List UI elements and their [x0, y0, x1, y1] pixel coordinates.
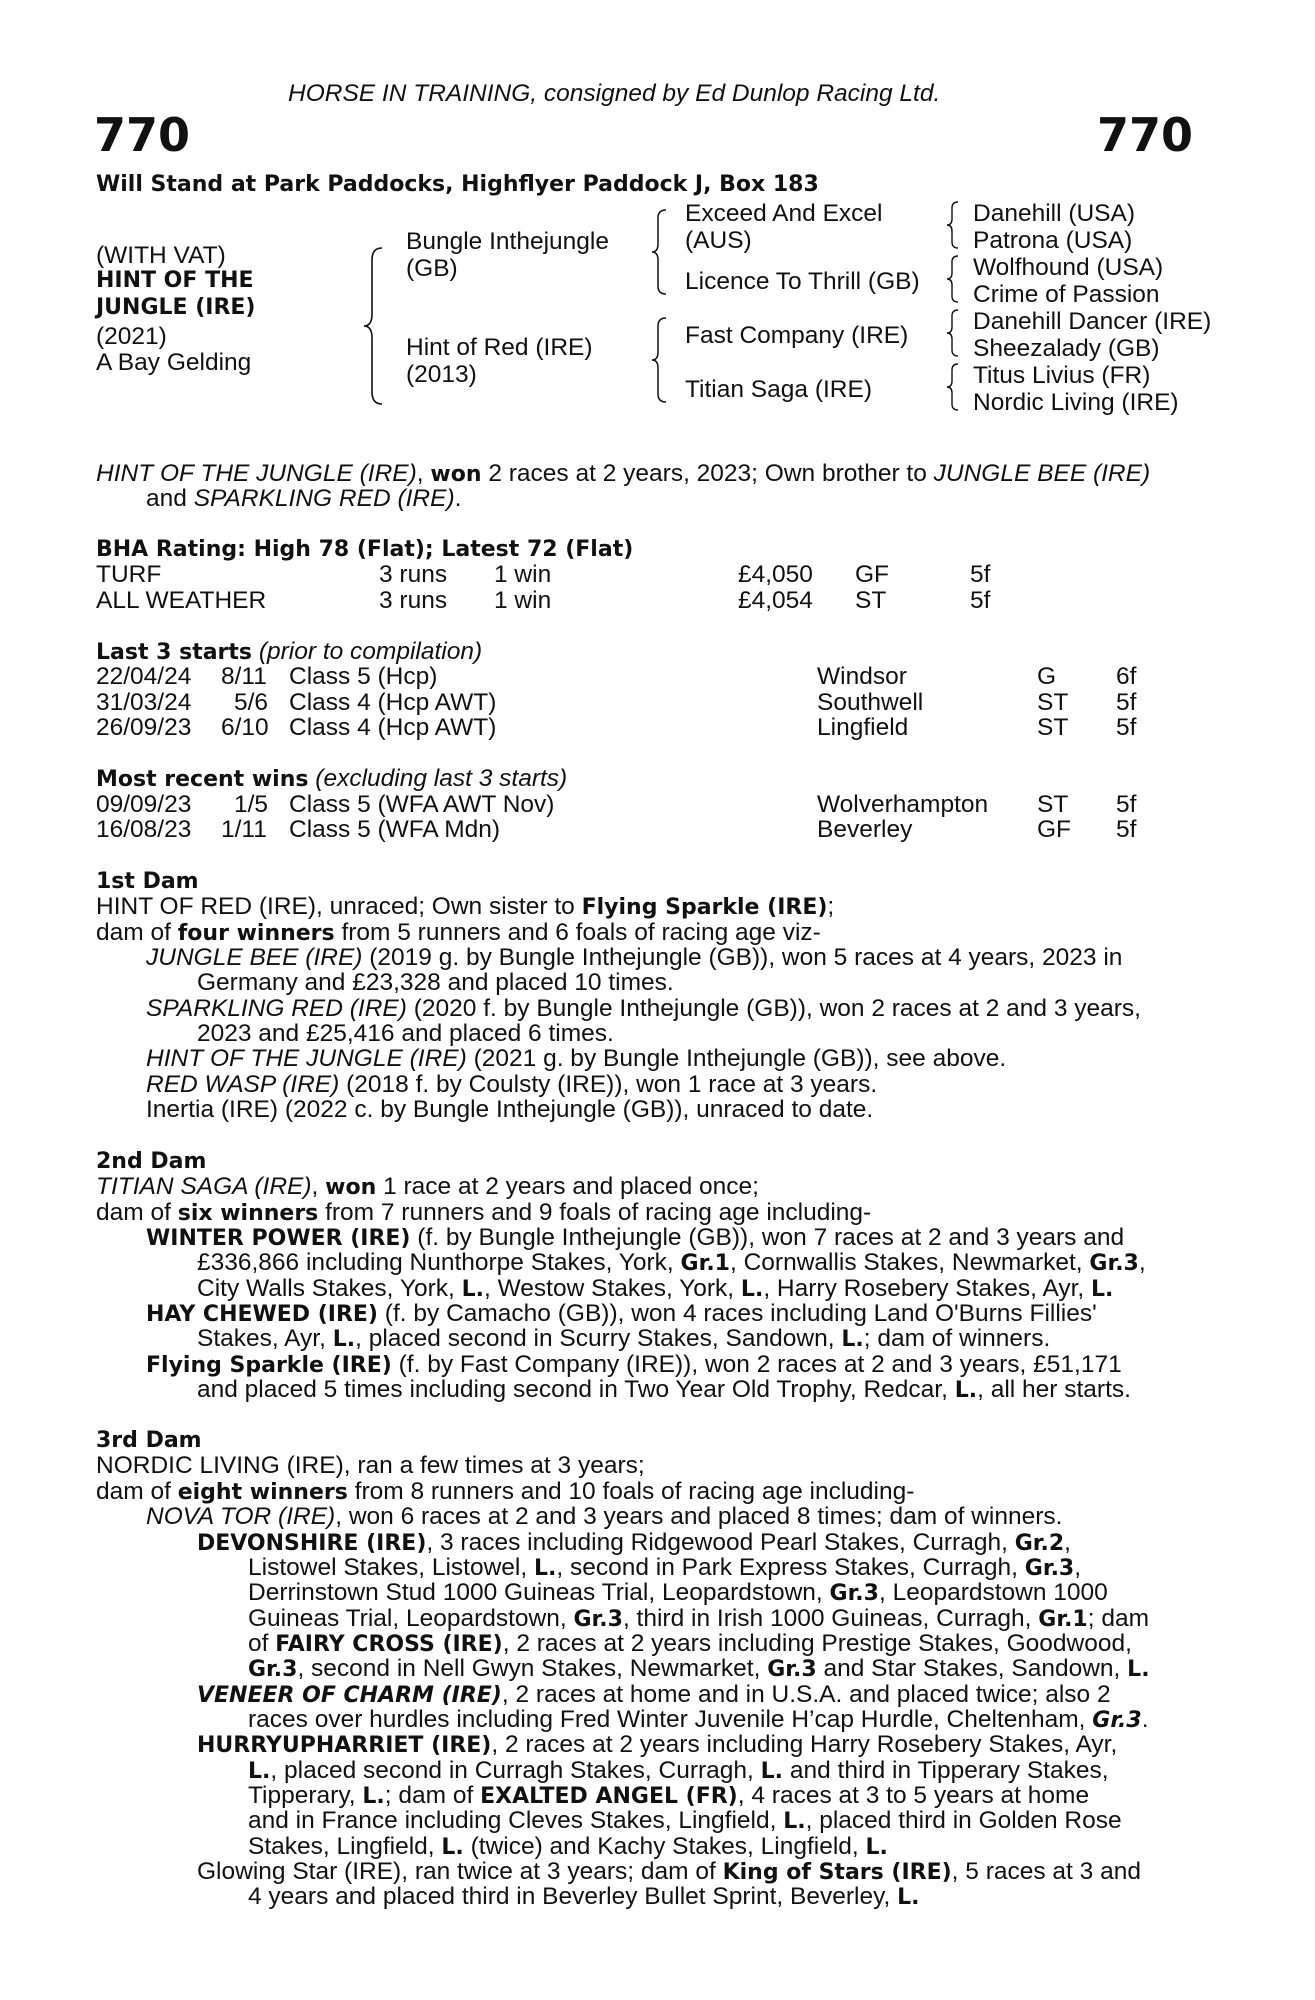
pedigree-sss: Danehill (USA)	[973, 200, 1136, 227]
bha-wins-aw: 1 win	[494, 587, 552, 614]
pedigree-sdd: Crime of Passion	[973, 281, 1160, 308]
last3-dist: 6f	[1116, 663, 1137, 690]
hay-chewed-line2: Stakes, Ayr, L., placed second in Scurry Stakes, Sandown, L.; dam of winners.	[197, 1325, 1051, 1352]
second-dam-line2: dam of six winners from 7 runners and 9 foals of racing age including-	[96, 1199, 872, 1226]
bha-surface-aw: ALL WEATHER	[96, 587, 267, 614]
pedigree-dam-l2: (2013)	[406, 361, 477, 388]
first-dam-heading: 1st Dam	[96, 869, 199, 894]
first-dam-progeny-3: HINT OF THE JUNGLE (IRE) (2021 g. by Bungle Inthejungle (GB)), see above.	[146, 1045, 1007, 1072]
last3-date: 31/03/24	[96, 689, 192, 716]
last3-going: G	[1037, 663, 1057, 690]
pedigree-brace-sd	[944, 254, 962, 304]
pedigree-dam-l1: Hint of Red (IRE)	[406, 334, 593, 361]
third-dam-line1: NORDIC LIVING (IRE), ran a few times at 3 years;	[96, 1452, 645, 1479]
first-dam-progeny-4: RED WASP (IRE) (2018 f. by Coulsty (IRE)), won 1 race at 3 years.	[146, 1071, 878, 1098]
third-dam-line2: dam of eight winners from 8 runners and 10 foals of racing age including-	[96, 1478, 915, 1505]
summary-line1: HINT OF THE JUNGLE (IRE), won 2 races at 2 years, 2023; Own brother to JUNGLE BEE (IRE)	[96, 460, 1151, 487]
summary-horse-name: HINT OF THE JUNGLE (IRE)	[96, 460, 417, 487]
pedigree-sire-l2: (GB)	[406, 255, 458, 282]
pedigree-ss-l2: (AUS)	[685, 227, 752, 254]
devonshire-line3: Derrinstown Stud 1000 Guineas Trial, Leopardstown, Gr.3, Leopardstown 1000	[248, 1579, 1108, 1606]
horse-description: A Bay Gelding	[96, 349, 252, 376]
second-dam-heading: 2nd Dam	[96, 1149, 207, 1174]
bha-prize-turf: £4,050	[738, 561, 813, 588]
bha-runs-aw: 3 runs	[379, 587, 448, 614]
summary-sibling1: JUNGLE BEE (IRE)	[933, 460, 1151, 487]
last3-course: Lingfield	[817, 714, 909, 741]
hurryupharriet-line2: L., placed second in Curragh Stakes, Curragh, L. and third in Tipperary Stakes,	[248, 1757, 1109, 1784]
pedigree-brace-ds	[944, 308, 962, 358]
bha-dist-aw: 5f	[970, 587, 991, 614]
devonshire-line2: Listowel Stakes, Listowel, L., second in Park Express Stakes, Curragh, Gr.3,	[248, 1554, 1082, 1581]
recent-going: ST	[1037, 791, 1069, 818]
hurryupharriet-line3: Tipperary, L.; dam of EXALTED ANGEL (FR), 4 races at 3 to 5 years at home	[248, 1782, 1090, 1809]
pedigree-brace-dam	[648, 316, 670, 404]
recent-wins-heading: Most recent wins (excluding last 3 starts)	[96, 765, 568, 792]
last3-going: ST	[1037, 714, 1069, 741]
pedigree-sire-l1: Bungle Inthejungle	[406, 228, 609, 255]
hurryupharriet-line5: Stakes, Lingfield, L. (twice) and Kachy Stakes, Lingfield, L.	[248, 1833, 888, 1860]
pedigree-brace-dd	[944, 362, 962, 412]
last3-date: 26/09/23	[96, 714, 192, 741]
summary-won: won	[430, 462, 482, 487]
first-dam-progeny-2: SPARKLING RED (IRE) (2020 f. by Bungle Inthejungle (GB)), won 2 races at 2 and 3 years,	[146, 995, 1141, 1022]
last3-dist: 5f	[1116, 714, 1137, 741]
pedigree-dd: Titian Saga (IRE)	[685, 376, 872, 403]
third-dam-heading: 3rd Dam	[96, 1428, 202, 1453]
winter-power-line1: WINTER POWER (IRE) (f. by Bungle Inthejungle (GB)), won 7 races at 2 and 3 years and	[146, 1224, 1125, 1251]
stabling-location: Will Stand at Park Paddocks, Highflyer Paddock J, Box 183	[96, 172, 819, 197]
devonshire-line5: of FAIRY CROSS (IRE), 2 races at 2 years including Prestige Stakes, Goodwood,	[248, 1630, 1132, 1657]
last3-pos: 8/11	[221, 663, 267, 690]
flying-sparkle-line1: Flying Sparkle (IRE) (f. by Fast Company (IRE)), won 2 races at 2 and 3 years, £51,171	[146, 1351, 1122, 1378]
winter-power-line2: £336,866 including Nunthorpe Stakes, York, Gr.1, Cornwallis Stakes, Newmarket, Gr.3,	[197, 1249, 1146, 1276]
horse-name-line2: JUNGLE (IRE)	[96, 295, 256, 320]
glowing-star-line1: Glowing Star (IRE), ran twice at 3 years; dam of King of Stars (IRE), 5 races at 3 and	[197, 1858, 1141, 1885]
last3-course: Windsor	[817, 663, 907, 690]
recent-race: Class 5 (WFA Mdn)	[289, 816, 501, 843]
summary-line2: and SPARKLING RED (IRE).	[146, 485, 462, 512]
recent-date: 09/09/23	[96, 791, 192, 818]
last3-pos: 6/10	[221, 714, 269, 741]
winter-power-line3: City Walls Stakes, York, L., Westow Stakes, York, L., Harry Rosebery Stakes, Ayr, L.	[197, 1275, 1114, 1302]
bha-surface-turf: TURF	[96, 561, 162, 588]
first-dam-line2: dam of four winners from 5 runners and 6 foals of racing age viz-	[96, 919, 821, 946]
last3-dist: 5f	[1116, 689, 1137, 716]
veneer-of-charm-line1: VENEER OF CHARM (IRE), 2 races at home and in U.S.A. and placed twice; also 2	[197, 1681, 1111, 1708]
pedigree-brace-sire	[648, 208, 670, 296]
nova-tor-line: NOVA TOR (IRE), won 6 races at 2 and 3 years and placed 8 times; dam of winners.	[146, 1503, 1063, 1530]
pedigree-ss-l1: Exceed And Excel	[685, 200, 883, 227]
last3-heading: Last 3 starts (prior to compilation)	[96, 638, 483, 665]
devonshire-line6: Gr.3, second in Nell Gwyn Stakes, Newmarket, Gr.3 and Star Stakes, Sandown, L.	[248, 1655, 1150, 1682]
pedigree-dds: Titus Livius (FR)	[973, 362, 1151, 389]
recent-going: GF	[1037, 816, 1072, 843]
devonshire-line4: Guineas Trial, Leopardstown, Gr.3, third in Irish 1000 Guineas, Curragh, Gr.1; dam	[248, 1605, 1150, 1632]
pedigree-dss: Danehill Dancer (IRE)	[973, 308, 1212, 335]
recent-course: Beverley	[817, 816, 913, 843]
lot-number-right: 770	[1097, 108, 1194, 162]
bha-rating-heading: BHA Rating: High 78 (Flat); Latest 72 (Flat)	[96, 537, 634, 562]
pedigree-ddd: Nordic Living (IRE)	[973, 389, 1179, 416]
recent-dist: 5f	[1116, 816, 1137, 843]
bha-prize-aw: £4,054	[738, 587, 813, 614]
horse-name-line1: HINT OF THE	[96, 268, 254, 293]
page-header-title: HORSE IN TRAINING, consigned by Ed Dunlop Racing Ltd.	[288, 80, 941, 107]
hay-chewed-line1: HAY CHEWED (IRE) (f. by Camacho (GB)), won 4 races including Land O'Burns Fillies'	[146, 1300, 1097, 1327]
summary-sibling2: SPARKLING RED (IRE)	[193, 485, 455, 512]
first-dam-progeny-1-cont: Germany and £23,328 and placed 10 times.	[197, 969, 674, 996]
recent-course: Wolverhampton	[817, 791, 989, 818]
lot-number-left: 770	[94, 108, 191, 162]
hurryupharriet-line4: and in France including Cleves Stakes, Lingfield, L., placed third in Golden Rose	[248, 1807, 1122, 1834]
hurryupharriet-line1: HURRYUPHARRIET (IRE), 2 races at 2 years including Harry Rosebery Stakes, Ayr,	[197, 1731, 1118, 1758]
recent-dist: 5f	[1116, 791, 1137, 818]
last3-course: Southwell	[817, 689, 924, 716]
vat-note: (WITH VAT)	[96, 242, 226, 269]
bha-runs-turf: 3 runs	[379, 561, 448, 588]
pedigree-sd: Licence To Thrill (GB)	[685, 268, 920, 295]
recent-race: Class 5 (WFA AWT Nov)	[289, 791, 555, 818]
veneer-of-charm-line2: races over hurdles including Fred Winter Juvenile H’cap Hurdle, Cheltenham, Gr.3.	[248, 1706, 1149, 1733]
bha-wins-turf: 1 win	[494, 561, 552, 588]
last3-race: Class 4 (Hcp AWT)	[289, 714, 497, 741]
devonshire-line1: DEVONSHIRE (IRE), 3 races including Ridgewood Pearl Stakes, Curragh, Gr.2,	[197, 1529, 1071, 1556]
first-dam-progeny-1: JUNGLE BEE (IRE) (2019 g. by Bungle Inthejungle (GB)), won 5 races at 4 years, 2023 in	[146, 944, 1123, 971]
recent-pos: 1/11	[221, 816, 267, 843]
last3-race: Class 5 (Hcp)	[289, 663, 438, 690]
bha-going-turf: GF	[855, 561, 890, 588]
recent-date: 16/08/23	[96, 816, 192, 843]
first-dam-progeny-2-cont: 2023 and £25,416 and placed 6 times.	[197, 1020, 614, 1047]
flying-sparkle-line2: and placed 5 times including second in Two Year Old Trophy, Redcar, L., all her starts.	[197, 1376, 1131, 1403]
bha-dist-turf: 5f	[970, 561, 991, 588]
last3-race: Class 4 (Hcp AWT)	[289, 689, 497, 716]
recent-pos: 1/5	[234, 791, 269, 818]
last3-going: ST	[1037, 689, 1069, 716]
first-dam-line1: HINT OF RED (IRE), unraced; Own sister to Flying Sparkle (IRE);	[96, 893, 835, 920]
pedigree-dsd: Sheezalady (GB)	[973, 335, 1160, 362]
first-dam-progeny-5: Inertia (IRE) (2022 c. by Bungle Inthejungle (GB)), unraced to date.	[146, 1096, 874, 1123]
pedigree-ssd: Patrona (USA)	[973, 227, 1133, 254]
pedigree-brace-gen1	[360, 246, 386, 406]
last3-date: 22/04/24	[96, 663, 192, 690]
bha-going-aw: ST	[855, 587, 887, 614]
second-dam-line1: TITIAN SAGA (IRE), won 1 race at 2 years and placed once;	[96, 1173, 759, 1200]
pedigree-brace-ss	[944, 200, 962, 250]
glowing-star-line2: 4 years and placed third in Beverley Bullet Sprint, Beverley, L.	[248, 1883, 920, 1910]
pedigree-ds: Fast Company (IRE)	[685, 322, 909, 349]
horse-year: (2021)	[96, 323, 167, 350]
pedigree-sds: Wolfhound (USA)	[973, 254, 1164, 281]
last3-pos: 5/6	[234, 689, 269, 716]
